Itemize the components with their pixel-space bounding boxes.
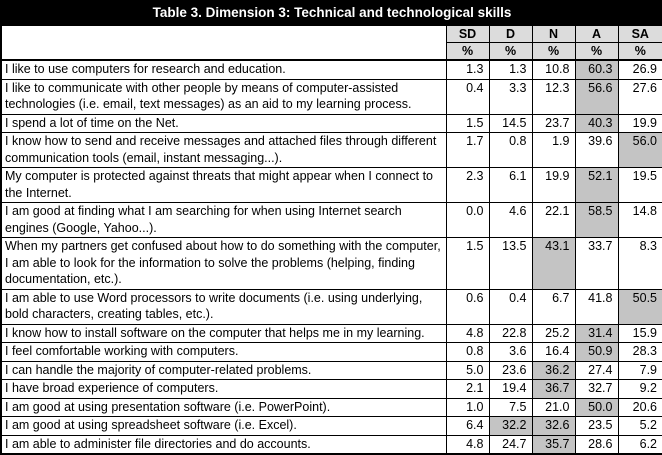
value-cell: 7.9 [618, 361, 662, 380]
statement-cell: I know how to install software on the computer that helps me in my learning. [1, 324, 446, 343]
value-cell: 1.3 [489, 60, 532, 79]
value-cell-highlighted: 50.0 [575, 398, 618, 417]
value-cell-highlighted: 40.3 [575, 114, 618, 133]
unit-label: % [446, 43, 489, 61]
column-header-n: N [532, 25, 575, 43]
table-row [1, 324, 662, 343]
value-cell: 0.6 [446, 289, 489, 324]
table-row [1, 343, 662, 362]
value-cell: 13.5 [489, 238, 532, 290]
value-cell: 4.8 [446, 324, 489, 343]
value-cell: 0.8 [446, 343, 489, 362]
unit-label: % [489, 43, 532, 61]
value-cell: 19.5 [618, 168, 662, 203]
value-cell: 23.5 [575, 417, 618, 436]
value-cell-highlighted: 56.0 [618, 133, 662, 168]
statement-unit-blank [1, 43, 446, 61]
value-cell: 41.8 [575, 289, 618, 324]
unit-label: % [575, 43, 618, 61]
value-cell: 4.6 [489, 203, 532, 238]
value-cell: 23.7 [532, 114, 575, 133]
value-cell: 0.8 [489, 133, 532, 168]
value-cell-highlighted: 50.9 [575, 343, 618, 362]
value-cell: 26.9 [618, 60, 662, 79]
table-row [1, 238, 662, 290]
unit-label: % [618, 43, 662, 61]
value-cell-highlighted: 32.6 [532, 417, 575, 436]
value-cell: 5.2 [618, 417, 662, 436]
value-cell: 0.4 [446, 79, 489, 114]
statement-cell: I like to use computers for research and education. [1, 60, 446, 79]
statement-cell: I know how to send and receive messages and attached files through different communication tools (email, instant messaging...). [1, 133, 446, 168]
value-cell: 32.7 [575, 380, 618, 399]
value-cell: 1.3 [446, 60, 489, 79]
value-cell: 6.2 [618, 435, 662, 454]
statement-cell: When my partners get confused about how to do something with the computer, I am able to look for the information to solve the problems (helping, finding documentation, etc.). [1, 238, 446, 290]
value-cell: 9.2 [618, 380, 662, 399]
value-cell: 15.9 [618, 324, 662, 343]
value-cell: 19.9 [532, 168, 575, 203]
column-header-d: D [489, 25, 532, 43]
statement-cell: My computer is protected against threats that might appear when I connect to the Internet. [1, 168, 446, 203]
unit-header-row [1, 43, 662, 61]
value-cell: 2.3 [446, 168, 489, 203]
value-cell: 14.5 [489, 114, 532, 133]
table-row [1, 79, 662, 114]
unit-label: % [532, 43, 575, 61]
value-cell: 2.1 [446, 380, 489, 399]
value-cell-highlighted: 31.4 [575, 324, 618, 343]
value-cell-highlighted: 35.7 [532, 435, 575, 454]
value-cell-highlighted: 58.5 [575, 203, 618, 238]
statement-cell: I like to communicate with other people by means of computer-assisted technologies (i.e. email, text messages) as an aid to my learning process. [1, 79, 446, 114]
value-cell: 1.5 [446, 114, 489, 133]
value-cell: 1.0 [446, 398, 489, 417]
value-cell-highlighted: 52.1 [575, 168, 618, 203]
statement-cell: I am able to administer file directories and do accounts. [1, 435, 446, 454]
table-title: Table 3. Dimension 3: Technical and technological skills [1, 1, 662, 25]
table-row [1, 361, 662, 380]
table-title-row [1, 1, 662, 25]
value-cell-highlighted: 36.2 [532, 361, 575, 380]
value-cell: 22.8 [489, 324, 532, 343]
value-cell: 0.0 [446, 203, 489, 238]
value-cell: 12.3 [532, 79, 575, 114]
table-row [1, 417, 662, 436]
value-cell: 23.6 [489, 361, 532, 380]
value-cell: 16.4 [532, 343, 575, 362]
statement-cell: I spend a lot of time on the Net. [1, 114, 446, 133]
column-header-a: A [575, 25, 618, 43]
value-cell: 19.4 [489, 380, 532, 399]
value-cell: 4.8 [446, 435, 489, 454]
value-cell: 24.7 [489, 435, 532, 454]
table-row [1, 289, 662, 324]
statement-cell: I am good at using spreadsheet software (i.e. Excel). [1, 417, 446, 436]
value-cell: 6.7 [532, 289, 575, 324]
statement-cell: I am good at finding what I am searching for when using Internet search engines (Google, Yahoo...). [1, 203, 446, 238]
statement-cell: I am good at using presentation software (i.e. PowerPoint). [1, 398, 446, 417]
table-row [1, 168, 662, 203]
value-cell: 10.8 [532, 60, 575, 79]
value-cell: 5.0 [446, 361, 489, 380]
statement-header-blank [1, 25, 446, 43]
value-cell: 20.6 [618, 398, 662, 417]
table-row [1, 133, 662, 168]
table-row [1, 435, 662, 454]
value-cell: 7.5 [489, 398, 532, 417]
value-cell: 8.3 [618, 238, 662, 290]
value-cell: 28.3 [618, 343, 662, 362]
value-cell: 6.1 [489, 168, 532, 203]
value-cell: 25.2 [532, 324, 575, 343]
value-cell: 1.9 [532, 133, 575, 168]
value-cell-highlighted: 43.1 [532, 238, 575, 290]
statement-cell: I can handle the majority of computer-related problems. [1, 361, 446, 380]
statement-cell: I have broad experience of computers. [1, 380, 446, 399]
value-cell: 14.8 [618, 203, 662, 238]
table-row [1, 60, 662, 79]
value-cell: 0.4 [489, 289, 532, 324]
table-row [1, 203, 662, 238]
value-cell: 39.6 [575, 133, 618, 168]
value-cell: 6.4 [446, 417, 489, 436]
table-row [1, 398, 662, 417]
value-cell-highlighted: 60.3 [575, 60, 618, 79]
value-cell: 28.6 [575, 435, 618, 454]
value-cell: 3.3 [489, 79, 532, 114]
value-cell-highlighted: 50.5 [618, 289, 662, 324]
table-row [1, 114, 662, 133]
value-cell-highlighted: 36.7 [532, 380, 575, 399]
value-cell: 1.7 [446, 133, 489, 168]
value-cell: 1.5 [446, 238, 489, 290]
column-header-row [1, 25, 662, 43]
value-cell: 3.6 [489, 343, 532, 362]
value-cell-highlighted: 32.2 [489, 417, 532, 436]
value-cell: 19.9 [618, 114, 662, 133]
value-cell: 33.7 [575, 238, 618, 290]
column-header-sd: SD [446, 25, 489, 43]
statement-cell: I feel comfortable working with computers. [1, 343, 446, 362]
value-cell: 21.0 [532, 398, 575, 417]
column-header-sa: SA [618, 25, 662, 43]
value-cell-highlighted: 56.6 [575, 79, 618, 114]
value-cell: 22.1 [532, 203, 575, 238]
value-cell: 27.6 [618, 79, 662, 114]
table-body [1, 60, 662, 454]
table-row [1, 380, 662, 399]
statement-cell: I am able to use Word processors to write documents (i.e. using underlying, bold characters, creating tables, etc.). [1, 289, 446, 324]
value-cell: 27.4 [575, 361, 618, 380]
